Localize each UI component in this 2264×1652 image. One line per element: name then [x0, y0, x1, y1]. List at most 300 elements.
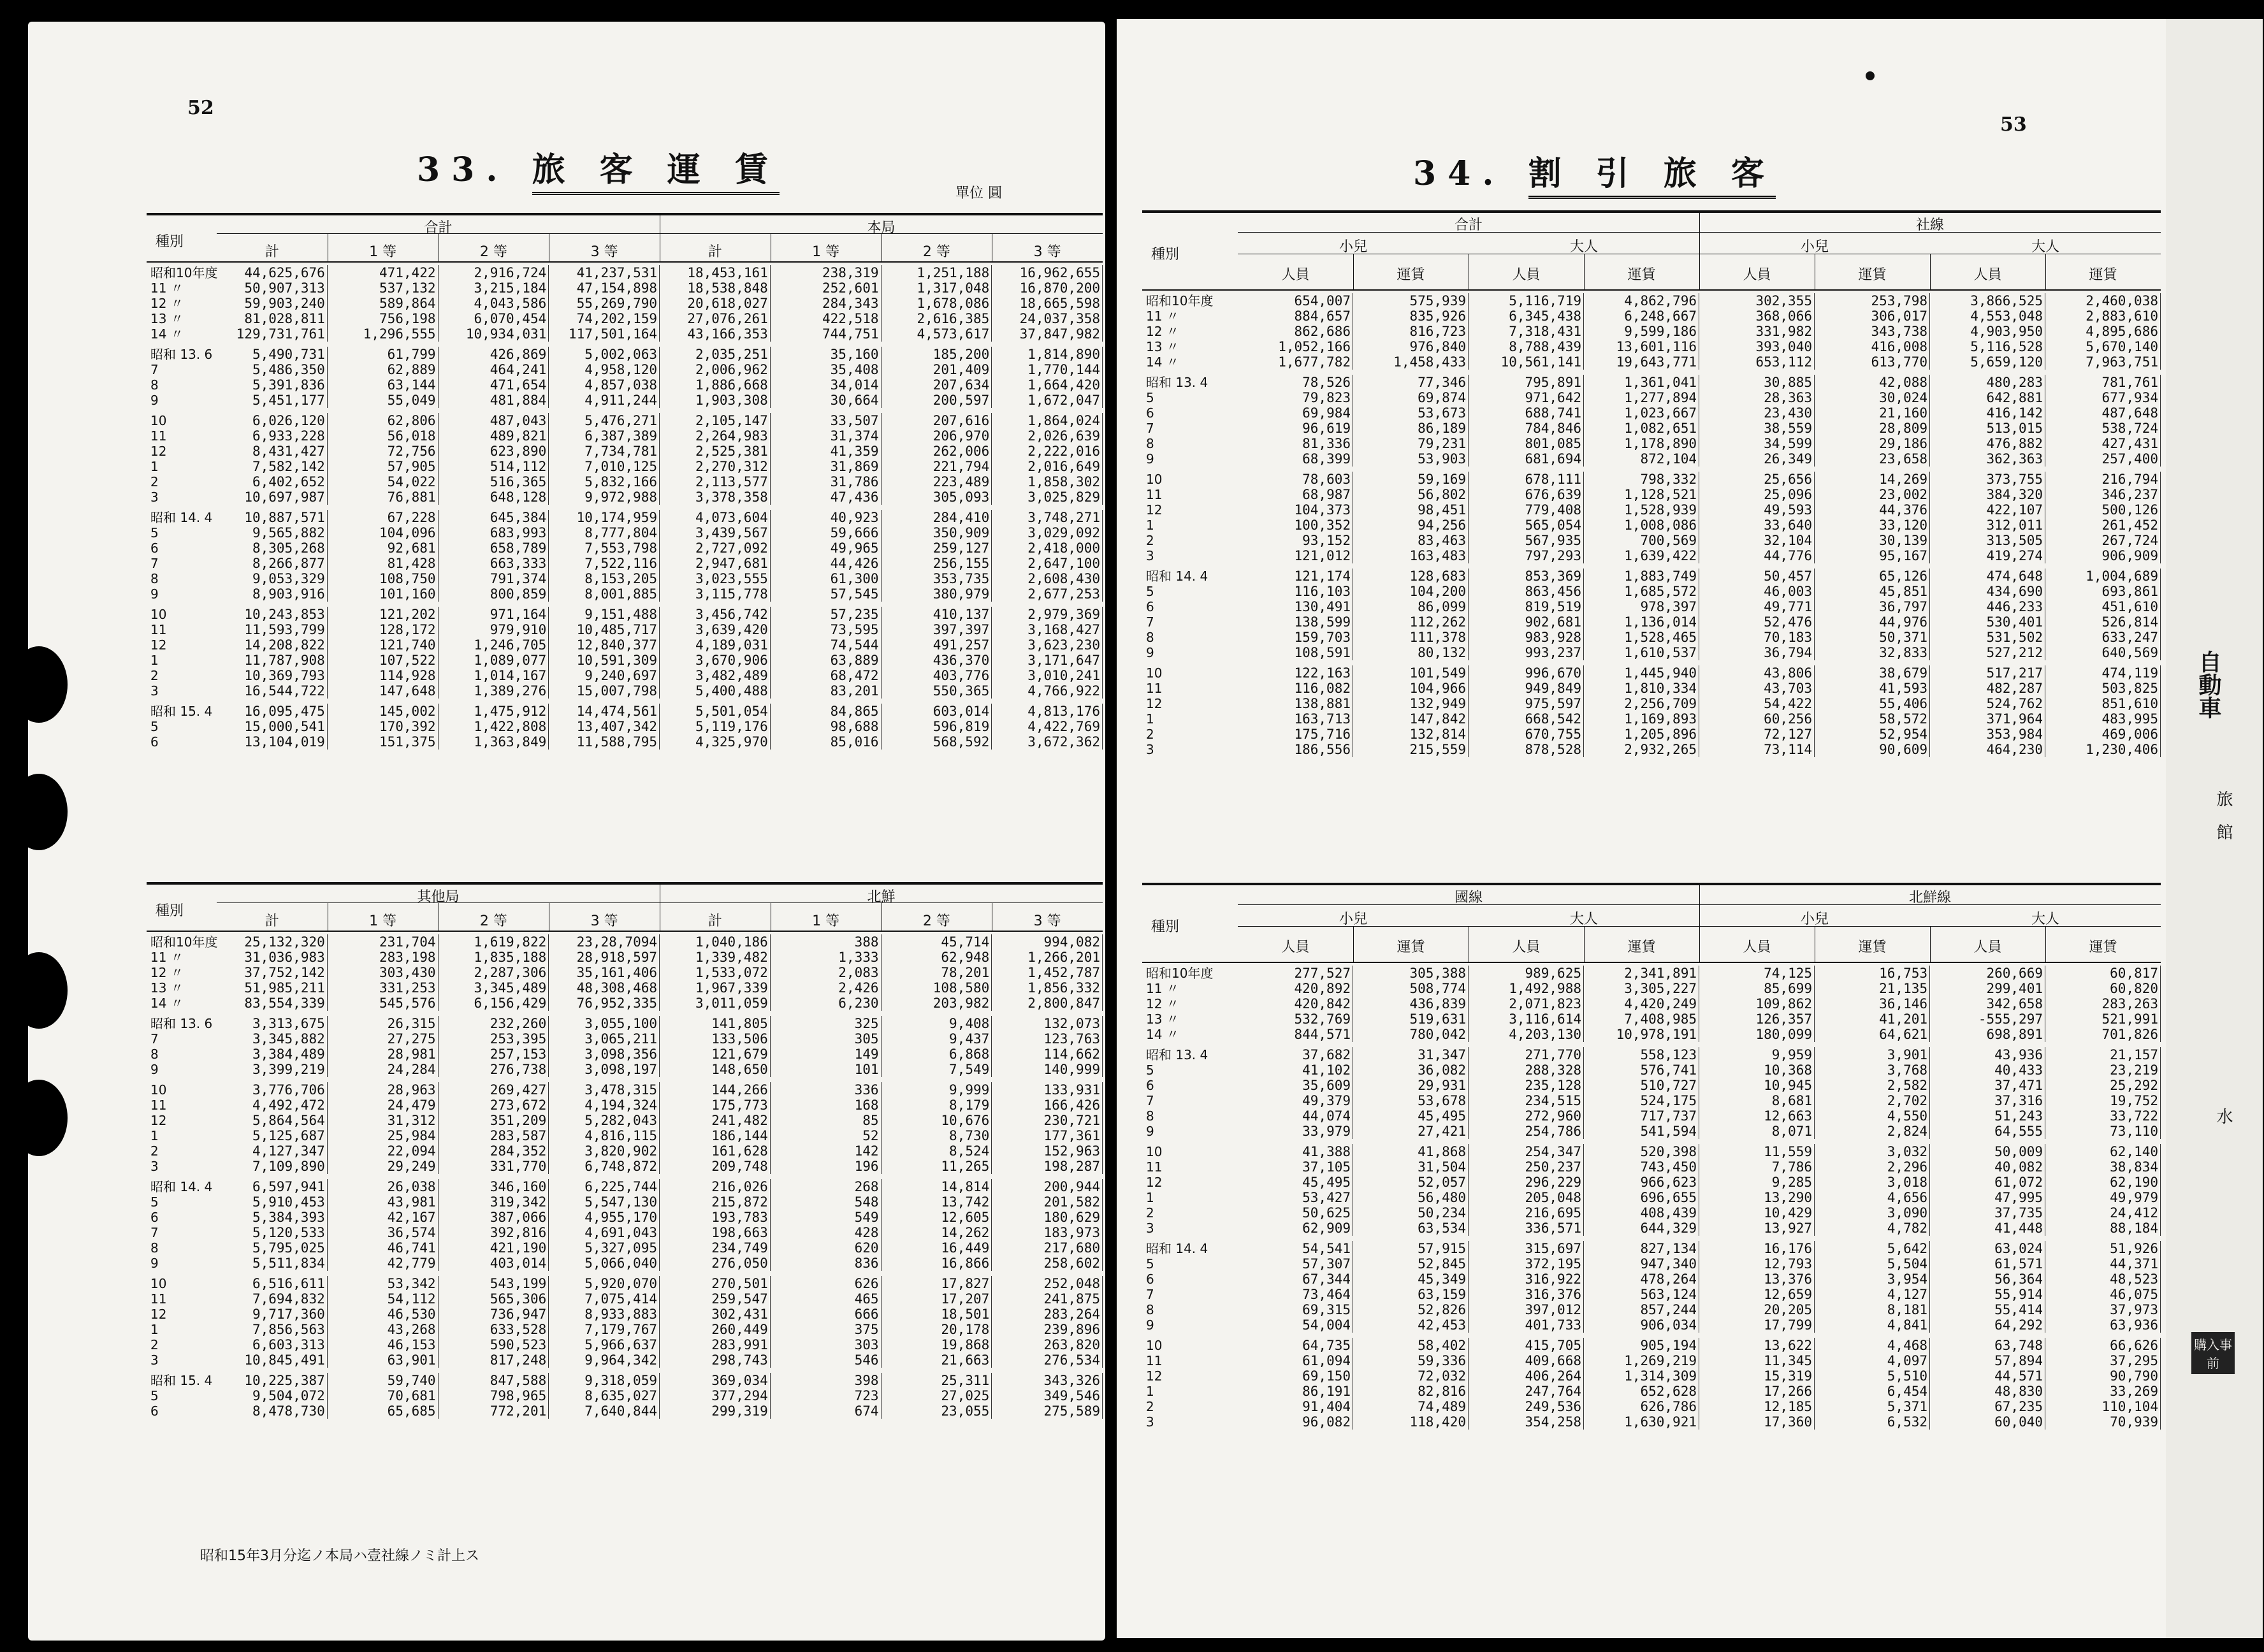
row-label: 1: [1146, 1384, 1154, 1399]
row-label: 6: [1146, 599, 1154, 614]
cell-value: 1,445,940: [1584, 665, 1699, 681]
page-number: 53: [2000, 113, 2027, 136]
cell-value: 410,137: [882, 607, 992, 622]
cell-value: 36,797: [1815, 599, 1930, 614]
cell-value: 676,639: [1469, 487, 1584, 502]
table-row: [147, 1062, 1103, 1077]
cell-value: 6,868: [882, 1047, 992, 1062]
row-label: 14 〃: [1146, 1027, 1179, 1042]
cell-value: 32,104: [1699, 533, 1815, 548]
cell-value: 3,345,882: [217, 1031, 328, 1047]
cell-value: 5,125,687: [217, 1128, 328, 1143]
table-row: [1142, 1241, 2161, 1256]
cell-value: 8,478,730: [217, 1403, 328, 1419]
cell-value: 83,201: [771, 683, 882, 699]
cell-value: 28,981: [328, 1047, 439, 1062]
table-row: [147, 280, 1103, 296]
cell-value: 161,628: [660, 1143, 771, 1159]
cell-value: 159,703: [1238, 630, 1353, 645]
cell-value: 966,623: [1584, 1175, 1699, 1190]
cell-value: 57,894: [1930, 1353, 2045, 1368]
cell-value: 558,123: [1584, 1047, 1699, 1062]
row-label: 1: [1146, 711, 1154, 727]
cell-value: 40,433: [1930, 1062, 2045, 1078]
column-subgroup-title: 小兒: [1339, 239, 1367, 255]
cell-value: 10,174,959: [549, 510, 660, 525]
cell-value: 464,230: [1930, 742, 2045, 757]
table-row: [1142, 308, 2161, 324]
cell-value: 21,160: [1815, 405, 1930, 421]
cell-value: 29,186: [1815, 436, 1930, 451]
cell-value: 9,972,988: [549, 489, 660, 505]
cell-value: 25,096: [1699, 487, 1815, 502]
cell-value: 3,820,902: [549, 1143, 660, 1159]
cell-value: 18,538,848: [660, 280, 771, 296]
cell-value: 107,522: [328, 653, 439, 668]
cell-value: 387,066: [439, 1210, 549, 1225]
cell-value: 5,066,040: [549, 1256, 660, 1271]
cell-value: 25,132,320: [217, 934, 328, 950]
row-header-label: 種別: [156, 903, 184, 919]
cell-value: 527,212: [1930, 645, 2045, 660]
cell-value: 2,418,000: [992, 540, 1103, 556]
cell-value: 234,749: [660, 1240, 771, 1256]
cell-value: 947,340: [1584, 1256, 1699, 1272]
cell-value: 17,360: [1699, 1414, 1815, 1430]
cell-value: 138,881: [1238, 696, 1353, 711]
cell-value: 13,601,116: [1584, 339, 1699, 354]
cell-value: 19,752: [2045, 1093, 2161, 1108]
cell-value: 28,918,597: [549, 950, 660, 965]
cell-value: 267,724: [2045, 533, 2161, 548]
cell-value: 32,833: [1815, 645, 1930, 660]
column-header: 3 等: [590, 244, 618, 260]
cell-value: 575,939: [1353, 293, 1469, 308]
table-row: [1142, 1384, 2161, 1399]
cell-value: 28,963: [328, 1082, 439, 1098]
cell-value: 14,269: [1815, 472, 1930, 487]
cell-value: 18,453,161: [660, 265, 771, 280]
cell-value: 2,702: [1815, 1093, 1930, 1108]
cell-value: 91,404: [1238, 1399, 1353, 1414]
cell-value: 118,420: [1353, 1414, 1469, 1430]
cell-value: 81,428: [328, 556, 439, 571]
cell-value: 678,111: [1469, 472, 1584, 487]
cell-value: 44,776: [1699, 548, 1815, 563]
cell-value: 576,741: [1584, 1062, 1699, 1078]
cell-value: 216,026: [660, 1179, 771, 1194]
cell-value: 231,704: [328, 934, 439, 950]
cell-value: 22,094: [328, 1143, 439, 1159]
cell-value: 8,153,205: [549, 571, 660, 586]
cell-value: 98,451: [1353, 502, 1469, 518]
cell-value: 565,054: [1469, 518, 1584, 533]
cell-value: 284,343: [771, 296, 882, 311]
row-label: 3: [150, 1352, 159, 1368]
cell-value: 70,939: [2045, 1414, 2161, 1430]
cell-value: 434,690: [1930, 584, 2045, 599]
row-label: 6: [150, 1403, 159, 1419]
cell-value: 8,305,268: [217, 540, 328, 556]
cell-value: 5,116,719: [1469, 293, 1584, 308]
row-label: 10: [1146, 1144, 1163, 1159]
cell-value: 283,991: [660, 1337, 771, 1352]
cell-value: 500,126: [2045, 502, 2161, 518]
table-row: [147, 393, 1103, 408]
table-row: [1142, 375, 2161, 390]
cell-value: 90,790: [2045, 1368, 2161, 1384]
cell-value: 1,678,086: [882, 296, 992, 311]
row-label: 1: [150, 459, 159, 474]
cell-value: 446,233: [1930, 599, 2045, 614]
column-header: 人員: [1973, 267, 2002, 283]
cell-value: 36,146: [1815, 996, 1930, 1011]
table-row: [1142, 681, 2161, 696]
cell-value: 12,663: [1699, 1108, 1815, 1124]
page-title: [417, 143, 780, 191]
table-row: [1142, 711, 2161, 727]
cell-value: 284,352: [439, 1143, 549, 1159]
cell-value: 55,049: [328, 393, 439, 408]
cell-value: 508,774: [1353, 981, 1469, 996]
cell-value: 98,688: [771, 719, 882, 734]
row-label: 2: [1146, 727, 1154, 742]
cell-value: 816,723: [1353, 324, 1469, 339]
table-row: [1142, 599, 2161, 614]
table-row: [147, 1098, 1103, 1113]
cell-value: 163,483: [1353, 548, 1469, 563]
cell-value: 48,830: [1930, 1384, 2045, 1399]
column-header: 人員: [1512, 267, 1541, 283]
cell-value: 397,012: [1469, 1302, 1584, 1317]
cell-value: 3,055,100: [549, 1016, 660, 1031]
cell-value: 58,402: [1353, 1338, 1469, 1353]
column-separator: [1584, 254, 1585, 289]
cell-value: 1,277,894: [1584, 390, 1699, 405]
column-header: 1 等: [369, 913, 397, 929]
cell-value: 674: [771, 1403, 882, 1419]
table-row: [147, 474, 1103, 489]
cell-value: 3,171,647: [992, 653, 1103, 668]
cell-value: 57,905: [328, 459, 439, 474]
page-number: 52: [187, 97, 214, 119]
cell-value: 216,794: [2045, 472, 2161, 487]
cell-value: 288,328: [1469, 1062, 1584, 1078]
cell-value: 12,659: [1699, 1287, 1815, 1302]
cell-value: 1,533,072: [660, 965, 771, 980]
cell-value: 12,605: [882, 1210, 992, 1225]
cell-value: 209,748: [660, 1159, 771, 1174]
row-label: 12: [1146, 502, 1163, 518]
cell-value: 10,485,717: [549, 622, 660, 637]
cell-value: 41,868: [1353, 1144, 1469, 1159]
table-row: [1142, 1221, 2161, 1236]
row-label: 5: [150, 525, 159, 540]
cell-value: 393,040: [1699, 339, 1815, 354]
cell-value: 84,865: [771, 704, 882, 719]
table-row: [1142, 421, 2161, 436]
cell-value: 7,179,767: [549, 1322, 660, 1337]
cell-value: 80,132: [1353, 645, 1469, 660]
row-label: 14 〃: [150, 996, 184, 1011]
cell-value: 296,229: [1469, 1175, 1584, 1190]
cell-value: 3,439,567: [660, 525, 771, 540]
cell-value: 1,770,144: [992, 362, 1103, 377]
cell-value: 59,336: [1353, 1353, 1469, 1368]
cell-value: 2,824: [1815, 1124, 1930, 1139]
cell-value: 232,260: [439, 1016, 549, 1031]
cell-value: 31,347: [1353, 1047, 1469, 1062]
cell-value: 2,608,430: [992, 571, 1103, 586]
cell-value: 34,014: [771, 377, 882, 393]
cell-value: 541,594: [1584, 1124, 1699, 1139]
cell-value: 249,536: [1469, 1399, 1584, 1414]
cell-value: 256,155: [882, 556, 992, 571]
cell-value: 31,504: [1353, 1159, 1469, 1175]
table-row: [147, 637, 1103, 653]
cell-value: 276,534: [992, 1352, 1103, 1368]
cell-value: 325: [771, 1016, 882, 1031]
table-row: [1142, 324, 2161, 339]
table-row: [1142, 727, 2161, 742]
column-group-title: 北鮮線: [1908, 890, 1951, 906]
table-row: [147, 683, 1103, 699]
cell-value: 12,185: [1699, 1399, 1815, 1414]
column-header: 人員: [1512, 939, 1541, 955]
cell-value: 514,112: [439, 459, 549, 474]
row-label: 13 〃: [150, 311, 184, 326]
cell-value: 6,933,228: [217, 428, 328, 444]
row-label: 5: [150, 719, 159, 734]
cell-value: 483,995: [2045, 711, 2161, 727]
cell-value: 5,510: [1815, 1368, 1930, 1384]
cell-value: 47,995: [1930, 1190, 2045, 1205]
cell-value: 20,205: [1699, 1302, 1815, 1317]
cell-value: 33,269: [2045, 1384, 2161, 1399]
cell-value: 53,427: [1238, 1190, 1353, 1205]
cell-value: 175,773: [660, 1098, 771, 1113]
cell-value: 63,936: [2045, 1317, 2161, 1333]
row-label: 6: [150, 734, 159, 750]
table-row: [147, 1047, 1103, 1062]
cell-value: 46,075: [2045, 1287, 2161, 1302]
row-label: 3: [1146, 1414, 1154, 1430]
cell-value: 96,619: [1238, 421, 1353, 436]
cell-value: 4,203,130: [1469, 1027, 1584, 1042]
table-row: [147, 950, 1103, 965]
cell-value: 626: [771, 1276, 882, 1291]
cell-value: 474,648: [1930, 569, 2045, 584]
table-row: [1142, 390, 2161, 405]
cell-value: 336,571: [1469, 1221, 1584, 1236]
cell-value: 63,889: [771, 653, 882, 668]
cell-value: 853,369: [1469, 569, 1584, 584]
column-header: 人員: [1281, 939, 1310, 955]
cell-value: 126,357: [1699, 1011, 1815, 1027]
cell-value: 221,794: [882, 459, 992, 474]
cell-value: 353,735: [882, 571, 992, 586]
cell-value: 25,984: [328, 1128, 439, 1143]
cell-value: 33,640: [1699, 518, 1815, 533]
row-label: 3: [1146, 548, 1154, 563]
title-text: 旅 客 運 賃: [532, 150, 780, 195]
cell-value: 46,003: [1699, 584, 1815, 599]
cell-value: 784,846: [1469, 421, 1584, 436]
cell-value: 2,256,709: [1584, 696, 1699, 711]
column-group-title: 合計: [424, 220, 453, 236]
cell-value: 31,786: [771, 474, 882, 489]
cell-value: 141,805: [660, 1016, 771, 1031]
cell-value: 37,752,142: [217, 965, 328, 980]
cell-value: 6,156,429: [439, 996, 549, 1011]
cell-value: 78,201: [882, 965, 992, 980]
cell-value: 1,169,893: [1584, 711, 1699, 727]
cell-value: 902,681: [1469, 614, 1584, 630]
table-row: [1142, 548, 2161, 563]
cell-value: 2,883,610: [2045, 308, 2161, 324]
cell-value: 67,344: [1238, 1272, 1353, 1287]
cell-value: 696,655: [1584, 1190, 1699, 1205]
cell-value: 273,672: [439, 1098, 549, 1113]
cell-value: 10,243,853: [217, 607, 328, 622]
cell-value: 93,152: [1238, 533, 1353, 548]
cell-value: 36,574: [328, 1225, 439, 1240]
cell-value: 41,237,531: [549, 265, 660, 280]
table-row: [147, 622, 1103, 637]
cell-value: 971,642: [1469, 390, 1584, 405]
cell-value: 257,153: [439, 1047, 549, 1062]
cell-value: 3,478,315: [549, 1082, 660, 1098]
cell-value: 284,410: [882, 510, 992, 525]
cell-value: 7,553,798: [549, 540, 660, 556]
table-row: [1142, 966, 2161, 981]
cell-value: 57,545: [771, 586, 882, 602]
cell-value: 16,870,200: [992, 280, 1103, 296]
row-label: 8: [150, 1047, 159, 1062]
cell-value: 33,979: [1238, 1124, 1353, 1139]
cell-value: 27,421: [1353, 1124, 1469, 1139]
cell-value: 1,339,482: [660, 950, 771, 965]
cell-value: 623,890: [439, 444, 549, 459]
cell-value: 9,959: [1699, 1047, 1815, 1062]
table-row: [1142, 533, 2161, 548]
row-label: 1: [1146, 518, 1154, 533]
cell-value: 5,910,453: [217, 1194, 328, 1210]
cell-value: 476,882: [1930, 436, 2045, 451]
cell-value: 546: [771, 1352, 882, 1368]
cell-value: 26,349: [1699, 451, 1815, 467]
cell-value: 666: [771, 1307, 882, 1322]
cell-value: 781,761: [2045, 375, 2161, 390]
cell-value: 626,786: [1584, 1399, 1699, 1414]
cell-value: 798,965: [439, 1388, 549, 1403]
cell-value: 63,144: [328, 377, 439, 393]
cell-value: 94,256: [1353, 518, 1469, 533]
cell-value: 3,901: [1815, 1047, 1930, 1062]
table-row: [1142, 1399, 2161, 1414]
cell-value: 46,530: [328, 1307, 439, 1322]
cell-value: 201,409: [882, 362, 992, 377]
column-subgroup-title: 小兒: [1339, 911, 1367, 927]
cell-value: 645,384: [439, 510, 549, 525]
cell-value: 10,887,571: [217, 510, 328, 525]
cell-value: 3,023,555: [660, 571, 771, 586]
cell-value: 70,183: [1699, 630, 1815, 645]
cell-value: 7,109,890: [217, 1159, 328, 1174]
table-row: [147, 1337, 1103, 1352]
cell-value: 10,934,031: [439, 326, 549, 342]
table-row: [147, 1225, 1103, 1240]
cell-value: 5,795,025: [217, 1240, 328, 1256]
cell-value: 862,686: [1238, 324, 1353, 339]
cell-value: 108,750: [328, 571, 439, 586]
cell-value: 3,025,829: [992, 489, 1103, 505]
row-label: 昭和10年度: [1146, 293, 1214, 308]
table-row: [147, 362, 1103, 377]
cell-value: 797,293: [1469, 548, 1584, 563]
cell-value: 18,665,598: [992, 296, 1103, 311]
column-header: 2 等: [479, 913, 507, 929]
row-label: 11: [1146, 681, 1163, 696]
cell-value: 1,835,188: [439, 950, 549, 965]
cell-value: 976,840: [1353, 339, 1469, 354]
cell-value: 48,523: [2045, 1272, 2161, 1287]
cell-value: 315,697: [1469, 1241, 1584, 1256]
cell-value: 43,981: [328, 1194, 439, 1210]
cell-value: 63,748: [1930, 1338, 2045, 1353]
cell-value: 6,603,313: [217, 1337, 328, 1352]
cell-value: 20,178: [882, 1322, 992, 1337]
cell-value: 42,779: [328, 1256, 439, 1271]
cell-value: 54,022: [328, 474, 439, 489]
cell-value: 4,127,347: [217, 1143, 328, 1159]
row-label: 昭和 14. 4: [1146, 1241, 1208, 1256]
cell-value: 3,011,059: [660, 996, 771, 1011]
cell-value: 653,112: [1699, 354, 1815, 370]
cell-value: 884,657: [1238, 308, 1353, 324]
table-row: [147, 1159, 1103, 1174]
cell-value: 20,618,027: [660, 296, 771, 311]
column-header: 3 等: [1033, 244, 1061, 260]
cell-value: 316,376: [1469, 1287, 1584, 1302]
cell-value: 516,365: [439, 474, 549, 489]
cell-value: 95,167: [1815, 548, 1930, 563]
cell-value: 1,251,188: [882, 265, 992, 280]
cell-value: 5,642: [1815, 1241, 1930, 1256]
cell-value: 117,501,164: [549, 326, 660, 342]
cell-value: 409,668: [1469, 1353, 1584, 1368]
cell-value: 6,230: [771, 996, 882, 1011]
cell-value: 24,284: [328, 1062, 439, 1077]
cell-value: 3,313,675: [217, 1016, 328, 1031]
column-subgroup-title: 大人: [1569, 239, 1598, 255]
cell-value: 277,527: [1238, 966, 1353, 981]
cell-value: 5,864,564: [217, 1113, 328, 1128]
cell-value: 1,664,420: [992, 377, 1103, 393]
column-header: 2 等: [479, 244, 507, 260]
cell-value: 50,625: [1238, 1205, 1353, 1221]
cell-value: 114,662: [992, 1047, 1103, 1062]
cell-value: 1,810,334: [1584, 681, 1699, 696]
cell-value: 27,025: [882, 1388, 992, 1403]
cell-value: 531,502: [1930, 630, 2045, 645]
cell-value: 1,023,667: [1584, 405, 1699, 421]
row-label: 6: [1146, 1272, 1154, 1287]
cell-value: 116,103: [1238, 584, 1353, 599]
cell-value: 6,402,652: [217, 474, 328, 489]
cell-value: 5,116,528: [1930, 339, 2045, 354]
table-row: [1142, 1414, 2161, 1430]
